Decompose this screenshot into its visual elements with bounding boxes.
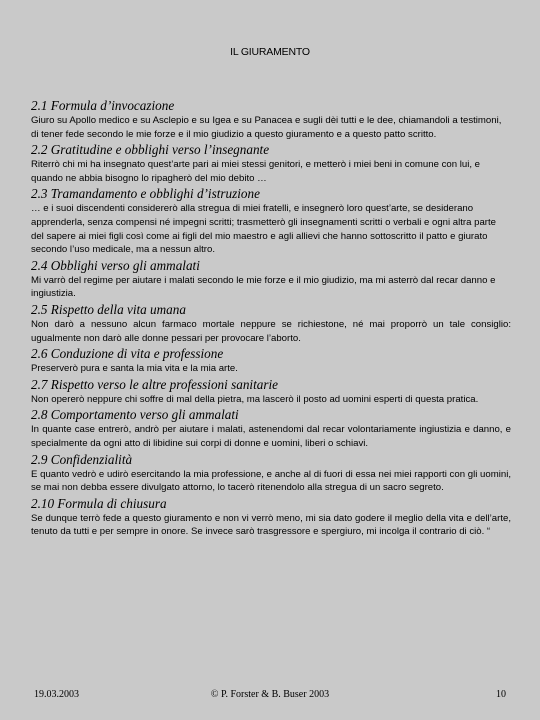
section-heading: 2.6 Conduzione di vita e professione: [31, 346, 224, 362]
section-heading: 2.2 Gratitudine e obblighi verso l’insegnante: [31, 142, 270, 158]
section-instruction: [31, 186, 511, 256]
section-heading: 2.4 Obblighi verso gli ammalati: [31, 257, 200, 273]
section-heading: 2.1 Formula d’invocazione: [31, 98, 175, 113]
section-body: Non opererò neppure chi soffre di mal della pietra, ma lascerò il posto ad uomini esperti di questa pratica.: [31, 393, 479, 405]
footer-page-number: 10: [496, 689, 506, 700]
section-body: In quante case entrerò, andrò per aiutare i malati, astenendomi dal recar volontariamente ingiustizia e danno, e specialmente da ogni atto di libidine sui corpi di donne e uomini, liberi o schiavi.: [31, 424, 511, 449]
section-body: Mi varrò del regime per aiutare i malati secondo le mie forze e il mio giudizio, ma mi asterrò dal recar danno e ingiustizia.: [31, 274, 496, 300]
section-heading: 2.3 Tramandamento e obblighi d’istruzione: [31, 186, 260, 202]
page-title: IL GIURAMENTO: [230, 46, 310, 58]
section-body: Riterrò chi mi ha insegnato quest’arte pari ai miei stessi genitori, e metterò i miei beni in comune con lui, e quando ne abbia bisogno lo ripagherò del mio debito …: [31, 159, 480, 184]
footer-date: 19.03.2003: [34, 689, 79, 700]
section-body: Non darò a nessuno alcun farmaco mortale neppure se richiestone, né mai proporrò un tale consiglio: ugualmente non darò alle donne pessari per provocare l’aborto.: [31, 318, 511, 344]
section-heading: 2.7 Rispetto verso le altre professioni sanitarie: [31, 376, 279, 392]
section-body: Se dunque terrò fede a questo giuramento e non vi verrò meno, mi sia dato godere il meglio della vita e dell’arte, tenuto da tutti e per sempre in onore. Se invece sarò trasgressore e spergiuro, mi incolga il contrario di ciò. “: [31, 512, 511, 538]
section-patients: [31, 258, 511, 301]
section-other-professions: [31, 377, 511, 407]
section-body: … e i suoi discendenti considererò alla stregua di miei fratelli, e insegnerò loro quest’arte, se desiderano apprenderla, senza compensi né impegni scritti; trasmetterò gli insegnamenti scritti o verbali e ogni altra parte del sapere ai miei figli così come ai figli del mio maestro e agli allievi che hanno sottoscritto il patto e giurato secondo l’uso medicale, ma a nessun altro.: [31, 203, 496, 256]
section-body: Preserverò pura e santa la mia vita e la mia arte.: [31, 363, 238, 375]
section-heading: 2.9 Confidenzialità: [31, 451, 133, 467]
section-heading: 2.8 Comportamento verso gli ammalati: [31, 407, 239, 423]
section-body: Giuro su Apollo medico e su Asclepio e su Igea e su Panacea e sugli dèi tutti e le dee, chiamandoli a testimoni, di tener fede secondo le mie forze e il mio giudizio a questo giuramento e a questo patto scritto.: [31, 115, 502, 140]
oath-content: [31, 98, 511, 540]
section-body: E quanto vedrò e udirò esercitando la mia professione, e anche al di fuori di essa nei miei rapporti con gli uomini, se mai non debba essere divulgato attorno, lo tacerò ritenendolo alla stregua di un sacro segreto.: [31, 468, 511, 494]
footer-copyright: © P. Forster & B. Buser 2003: [210, 689, 330, 700]
section-invocation: [31, 98, 511, 141]
section-heading: 2.5 Rispetto della vita umana: [31, 301, 186, 317]
section-heading: 2.10 Formula di chiusura: [31, 495, 167, 511]
section-behavior: [31, 407, 511, 450]
section-human-life: [31, 302, 511, 345]
section-closing: [31, 496, 511, 539]
section-teacher: [31, 142, 511, 185]
section-conduct: [31, 346, 511, 376]
section-confidentiality: [31, 452, 511, 495]
